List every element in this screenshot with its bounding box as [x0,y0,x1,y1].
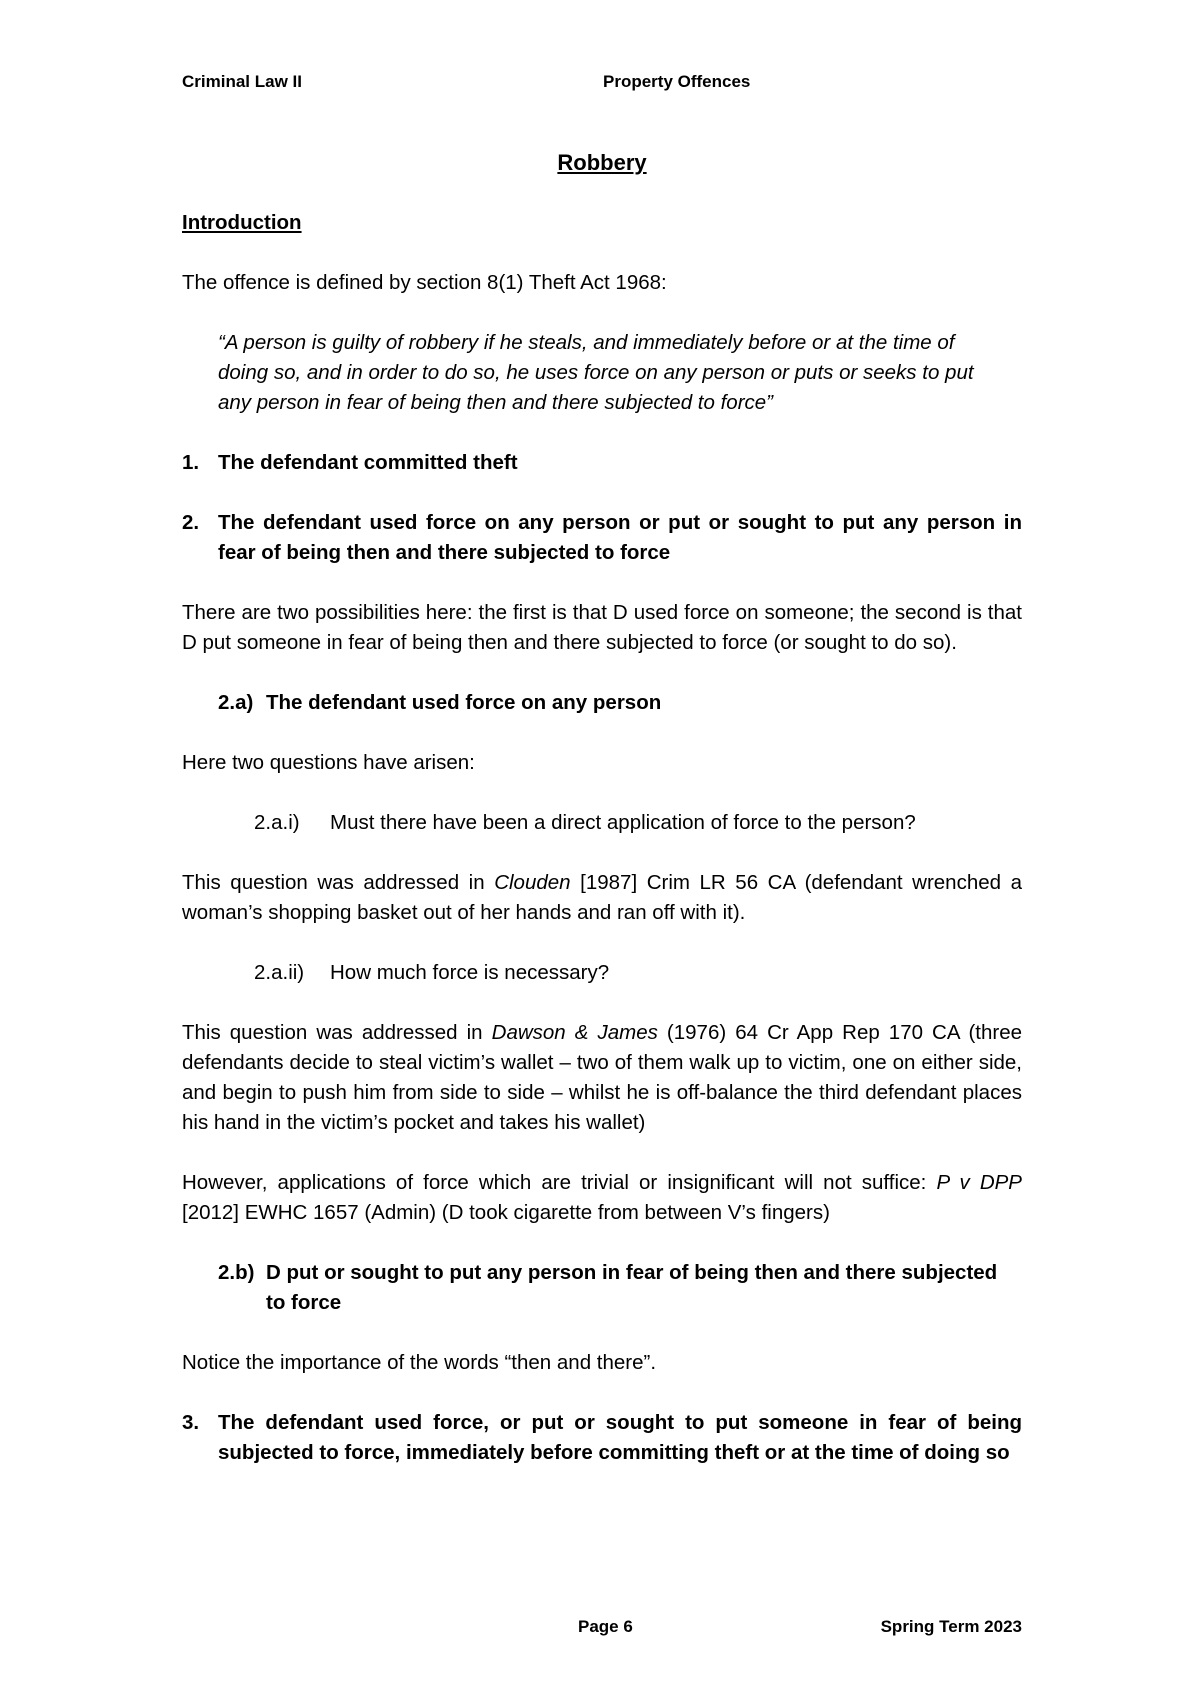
list-item-text: Must there have been a direct application of force to the person? [330,811,916,834]
document-body [182,148,1022,1498]
list-item-3 [182,1408,1022,1468]
list-item-text: The defendant used force on any person or put or sought to put any person in fear of being then and there subjected to force [218,511,1022,564]
two-questions-paragraph: Here two questions have arisen: [182,751,475,774]
list-item-number: 2.a) [218,691,254,714]
list-item-text: The defendant committed theft [218,451,518,474]
paragraph-text: This question was addressed in [182,871,495,894]
statute-quote: “A person is guilty of robbery if he steals, and immediately before or at the time of doing so, and in order to do so, he uses force on any person or puts or seeks to put any person in fear of being then and there subjected to force” [218,331,974,414]
page-header [182,72,1022,96]
dawson-paragraph [182,1018,1022,1138]
list-item-text: The defendant used force on any person [266,691,662,714]
list-item-number: 2.a.i) [254,811,300,834]
list-item-text: How much force is necessary? [330,961,610,984]
paragraph-text: [2012] EWHC 1657 (Admin) (D took cigarette from between V’s fingers) [182,1201,830,1224]
list-item-2aii [254,958,1022,988]
list-item-number: 2. [182,511,200,534]
paragraph-text: (1976) 64 Cr App Rep 170 CA (three defendants decide to steal victim’s wallet – two of them walk up to victim, one on either side, and begin to push him from side to side – whilst he is off-balance the third defendant places his hand in the victim’s pocket and takes his wallet) [182,1021,1023,1134]
list-item-2a [218,688,1022,718]
list-item-text: D put or sought to put any person in fear of being then and there subjected to force [266,1261,998,1314]
p-v-dpp-paragraph [182,1168,1022,1228]
list-item-number: 2.b) [218,1261,255,1284]
header-topic: Property Offences [603,72,751,91]
page-title: Robbery [557,150,647,175]
case-name: Dawson & James [491,1021,658,1044]
list-item-1 [182,448,1022,478]
clouden-paragraph [182,868,1022,928]
section-heading-introduction: Introduction [182,211,302,234]
page-footer [182,1617,1022,1641]
list-item-number: 1. [182,451,200,474]
list-item-2ai [254,808,1022,838]
paragraph-text: This question was addressed in [182,1021,492,1044]
intro-paragraph: The offence is defined by section 8(1) Theft Act 1968: [182,271,667,294]
possibilities-paragraph: There are two possibilities here: the first is that D used force on someone; the second is that D put someone in fear of being then and there subjected to force (or sought to do so). [182,601,1022,654]
list-item-number: 3. [182,1411,200,1434]
list-item-2b [218,1258,1022,1318]
header-course-title: Criminal Law II [182,72,302,91]
list-item-2 [182,508,1022,568]
page-number: Page 6 [578,1617,633,1636]
case-name: Clouden [494,871,571,894]
paragraph-text: However, applications of force which are trivial or insignificant will not suffice: [182,1171,937,1194]
footer-term: Spring Term 2023 [880,1617,1022,1636]
list-item-number: 2.a.ii) [254,961,305,984]
list-item-text: The defendant used force, or put or sought to put someone in fear of being subjected to force, immediately before committing theft or at the time of doing so [218,1411,1022,1464]
notice-paragraph: Notice the importance of the words “then and there”. [182,1351,657,1374]
case-name: P v DPP [936,1171,1022,1194]
paragraph-text: [1987] Crim LR 56 CA (defendant wrenched a woman’s shopping basket out of her hands and ran off with it). [182,871,1023,924]
